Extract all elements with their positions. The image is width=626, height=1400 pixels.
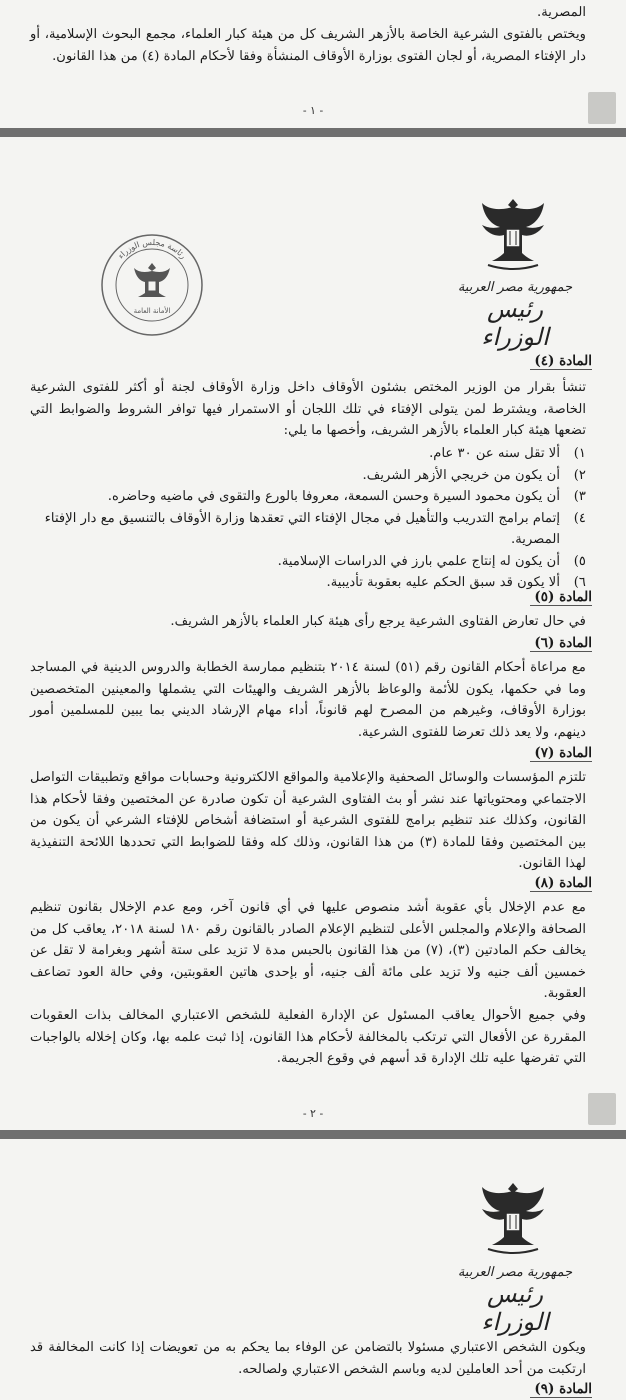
list-item-number: ٣): [573, 489, 586, 504]
letterhead-country: جمهورية مصر العربية: [457, 1265, 573, 1280]
letterhead-country: جمهورية مصر العربية: [457, 280, 573, 295]
article-4-intro: تنشأ بقرار من الوزير المختص بشئون الأوقاف داخل وزارة الأوقاف لجنة أو أكثر للفتوى الشرعية الخاصة، ويشترط لمن يتولى الإفتاء في تلك اللجان أو الاستمرار فيها توافر الشروط والضوابط التي تضعها هيئة كبار العلماء بالأزهر الشريف، وأخصها ما يلي:: [30, 380, 586, 438]
page1-top-line: المصرية.: [537, 5, 586, 20]
document-page-2: [0, 137, 626, 1130]
article-8-text-2: وفي جميع الأحوال يعاقب المسئول عن الإدارة الفعلية للشخص الاعتباري المخالف بذات العقوبات المقررة عن الأفعال التي ترتكب بالمخالفة لأحكام هذا القانون، إذا ثبت علمه بها، وكان إخلاله بالواجبات التي تفرضها عليه تلك الإدارة قد أسهم في وقوع الجريمة.: [30, 1008, 586, 1066]
list-item-text: أن يكون له إنتاج علمي بارز في الدراسات الإسلامية.: [277, 553, 560, 569]
list-item-text: إتمام برامج التدريب والتأهيل في مجال الإفتاء التي تعقدها وزارة الأوقاف بالتنسيق مع دار الإفتاء المصرية.: [44, 510, 560, 547]
article-9-heading: المادة (٩): [530, 1381, 592, 1398]
article-6-heading: المادة (٦): [530, 635, 592, 652]
letterhead-office: رئيس الوزراء: [481, 1280, 549, 1336]
list-item-text: أن يكون من خريجي الأزهر الشريف.: [362, 467, 560, 483]
list-item-number: ٢): [573, 467, 586, 483]
list-item: [30, 465, 586, 487]
seal-outer-text: رئاسة مجلس الوزراء: [116, 237, 188, 261]
article-4-conditions-list: [30, 443, 586, 594]
article-7-text: تلتزم المؤسسات والوسائل الصحفية والإعلامية والمواقع الالكترونية وحسابات مواقع وتطبيقات التواصل الاجتماعي ومحتوياتها عند نشر أو بث الفتاوى الشرعية أن تكون صادرة عن المختصين وفقا لأحكام هذا القانون، وكذلك عند تنظيم برامج للفتوى الشرعية أو استضافة أشخاص للإفتاء الشرعي أن يكون من بين المختصين وفقا للمادة (٣) من هذا القانون، وذلك كله وفقا للضوابط التي تحددها اللائحة التنفيذية لهذا القانون.: [30, 770, 586, 871]
list-item-number: ٥): [573, 553, 586, 569]
list-item: [30, 443, 586, 465]
letterhead-office: رئيس الوزراء: [481, 295, 549, 351]
article-4-heading: المادة (٤): [530, 353, 592, 370]
list-item-text: ألا تقل سنه عن ٣٠ عام.: [429, 446, 560, 461]
document-page-1: [0, 0, 626, 128]
list-item-text: ألا يكون قد سبق الحكم عليه بعقوبة تأديبية.: [326, 575, 560, 590]
seal-inner-text: الأمانة العامة: [133, 307, 171, 315]
document-page-3: [0, 1139, 626, 1400]
list-item: [30, 508, 586, 551]
page3-paragraph: ويكون الشخص الاعتباري مسئولا بالتضامن عن الوفاء بما يحكم به من تعويضات إذا كانت المخالفة قد ارتكبت من أحد العاملين لديه وباسم الشخص الاعتباري ولصالحه.: [30, 1340, 586, 1377]
list-item: [30, 572, 586, 594]
list-item-number: ١): [573, 446, 586, 461]
letterhead: [455, 1265, 575, 1336]
article-5-text: في حال تعارض الفتاوى الشرعية يرجع رأى هيئة كبار العلماء بالأزهر الشريف.: [170, 614, 586, 629]
list-item-number: ٤): [573, 510, 586, 526]
list-item: [30, 486, 586, 508]
eagle-emblem-icon: [478, 1179, 548, 1259]
corner-marker: [588, 1093, 616, 1125]
corner-marker: [588, 92, 616, 124]
article-6-text: مع مراعاة أحكام القانون رقم (٥١) لسنة ٢٠١٤ بتنظيم ممارسة الخطابة والدروس الدينية في المساجد وما في حكمها، يكون للأئمة والوعاظ بالأزهر الشريف والهيئات التي يشملها والمعينين المتخصصين بوزارة الأوقاف، وغيرهم من المصرح لهم قانوناً، أداء مهام الإرشاد الديني بما يبين للمسلمين أمور دينهم، ولا يعد ذلك تعرضا للفتوى الشرعية.: [30, 660, 586, 740]
eagle-emblem-icon: [478, 195, 548, 275]
article-8-text-1: مع عدم الإخلال بأي عقوبة أشد منصوص عليها في أي قانون آخر، ومع عدم الإخلال بقانون تنظيم الصحافة والإعلام والمجلس الأعلى لتنظيم الإعلام الصادر بالقانون رقم ١٨٠ لسنة ٢٠١٨، يعاقب كل من يخالف حكم المادتين (٣)، (٧) من هذا القانون بالحبس مدة لا تزيد على ستة أشهر وبغرامة لا تقل عن خمسين ألف جنيه ولا تزيد على مائة ألف جنيه، أو بإحدى هاتين العقوبتين، وفي حالة العود تضاعف العقوبة.: [30, 900, 587, 1001]
page-number: - ١ -: [302, 104, 324, 117]
list-item-text: أن يكون محمود السيرة وحسن السمعة، معروفا بالورع والتقوى في ماضيه وحاضره.: [107, 489, 560, 504]
article-5-heading: المادة (٥): [530, 589, 592, 606]
article-7-heading: المادة (٧): [530, 745, 592, 762]
letterhead: [455, 280, 575, 351]
page-number: - ٢ -: [302, 1107, 324, 1120]
list-item-number: ٦): [573, 575, 586, 590]
seal-icon: [98, 231, 206, 339]
list-item: [30, 551, 586, 573]
article-8-heading: المادة (٨): [530, 875, 592, 892]
page1-paragraph: ويختص بالفتوى الشرعية الخاصة بالأزهر الشريف كل من هيئة كبار العلماء، مجمع البحوث الإسلامية، أو دار الإفتاء المصرية، أو لجان الفتوى بوزارة الأوقاف المنشأة وفقا لأحكام المادة (٤) من هذا القانون.: [30, 27, 586, 64]
